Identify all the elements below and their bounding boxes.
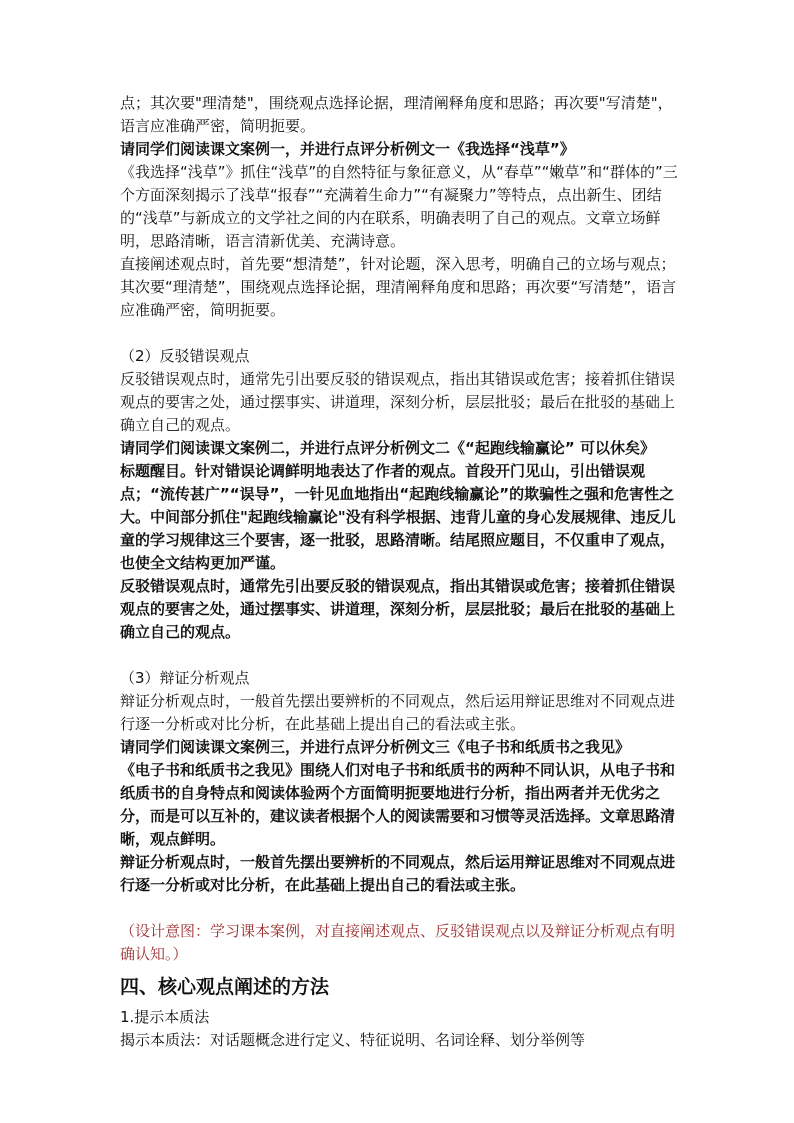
design-intent-note: （设计意图：学习课本案例，对直接阐述观点、反驳错误观点以及辩证分析观点有明确认知。） <box>120 922 676 963</box>
direct-statement-summary: 直接阐述观点时，首先要“想清楚”，针对论题，深入思考，明确自己的立场与观点；其次要“理清楚”，围绕观点选择论据，理清阐释角度和思路；再次要“写清楚”，语言应准确严密，简明扼要。 <box>120 255 677 319</box>
method-one-description: 揭示本质法：对话题概念进行定义、特征说明、名词诠释、划分举例等 <box>120 1031 586 1049</box>
refute-summary: 反驳错误观点时，通常先引出要反驳的错误观点，指出其错误或危害；接着抓住错误观点的要害之处，通过摆事实、讲道理，深刻分析，层层批驳；最后在批驳的基础上确立自己的观点。 <box>120 577 676 641</box>
section-refute-title: （2）反驳错误观点 <box>120 347 250 365</box>
case-one-analysis: 《我选择“浅草”》抓住“浅草”的自然特征与象征意义，从“春草”“嫩草”和“群体的”三个方面深刻揭示了浅草“报春”“充满着生命力”“有凝聚力”等特点，点出新生、团结的“浅草”与新成立的文学社之间的内在联系，明确表明了自己的观点。文章立场鲜明，思路清晰，语言清新优美、充满诗意。 <box>120 163 678 250</box>
case-three-prompt: 请同学们阅读课文案例三，并进行点评分析例文三《电子书和纸质书之我见》 <box>120 738 631 756</box>
refute-description: 反驳错误观点时，通常先引出要反驳的错误观点，指出其错误或危害；接着抓住错误观点的要害之处，通过摆事实、讲道理，深刻分析，层层批驳；最后在批驳的基础上确立自己的观点。 <box>120 370 676 434</box>
method-one-title: 1.提示本质法 <box>120 1008 210 1026</box>
paragraph-continuation: 点；其次要"理清楚"，围绕观点选择论据，理清阐释角度和思路；再次要"写清楚"，语言应准确严密，简明扼要。 <box>120 94 673 135</box>
case-two-analysis: 标题醒目。针对错误论调鲜明地表达了作者的观点。首段开门见山，引出错误观点；“流传甚广”“误导”，一针见血地指出“起跑线输赢论”的欺骗性之强和危害性之大。中间部分抓住"起跑线输赢论"没有科学根据、违背儿童的身心发展规律、违反儿童的学习规律这三个要害，逐一批驳，思路清晰。结尾照应题目，不仅重申了观点，也使全文结构更加严谨。 <box>120 462 676 572</box>
dialectic-summary: 辩证分析观点时，一般首先摆出要辨析的不同观点，然后运用辩证思维对不同观点进行逐一分析或对比分析，在此基础上提出自己的看法或主张。 <box>120 853 676 894</box>
case-one-prompt: 请同学们阅读课文案例一，并进行点评分析例文一《我选择“浅草”》 <box>120 140 575 158</box>
section-heading: 四、核心观点阐述的方法 <box>120 976 330 998</box>
case-two-prompt: 请同学们阅读课文案例二，并进行点评分析例文二《“起跑线输赢论” 可以休矣》 <box>120 439 655 457</box>
document-page <box>120 92 680 1052</box>
dialectic-description: 辩证分析观点时，一般首先摆出要辨析的不同观点，然后运用辩证思维对不同观点进行逐一分析或对比分析，在此基础上提出自己的看法或主张。 <box>120 692 676 733</box>
case-three-analysis: 《电子书和纸质书之我见》围绕人们对电子书和纸质书的两种不同认识，从电子书和纸质书的自身特点和阅读体验两个方面简明扼要地进行分析，指出两者并无优劣之分，而是可以互补的，建议读者根据个人的阅读需要和习惯等灵活选择。文章思路清晰，观点鲜明。 <box>120 761 676 848</box>
section-dialectic-title: （3）辩证分析观点 <box>120 669 250 687</box>
